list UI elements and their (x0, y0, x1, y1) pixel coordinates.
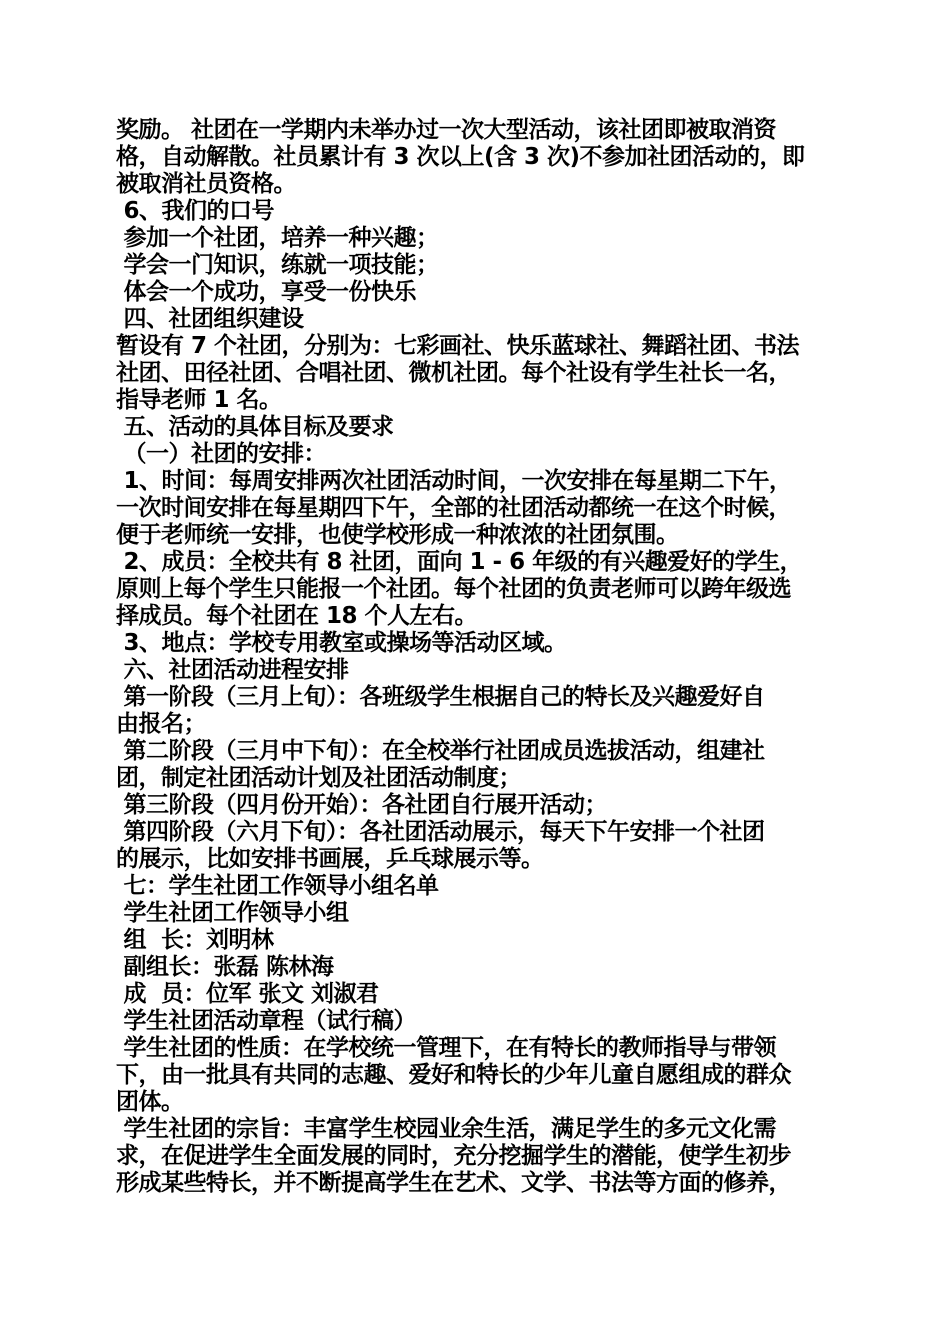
text-line: 下，由一批具有共同的志趣、爱好和特长的少年儿童自愿组成的群众 (116, 1062, 791, 1088)
text-line: 第一阶段（三月上旬）：各班级学生根据自己的特长及兴趣爱好自 (116, 684, 765, 710)
text-line: 的展示，比如安排书画展，乒乓球展示等。 (116, 846, 544, 872)
text-line: 团体。 (116, 1089, 184, 1115)
text-line: 便于老师统一安排，也使学校形成一种浓浓的社团氛围。 (116, 522, 679, 548)
text-line: 求，在促进学生全面发展的同时，充分挖掘学生的潜能，使学生初步 (116, 1143, 791, 1169)
text-line: 暂设有 7 个社团，分别为：七彩画社、快乐蓝球社、舞蹈社团、书法 (116, 333, 800, 359)
text-line: 组 长：刘明林 (116, 927, 274, 953)
document-page (116, 117, 838, 1197)
text-line: 成 员：位军 张文 刘淑君 (116, 981, 379, 1007)
text-line: 第二阶段（三月中下旬）：在全校举行社团成员选拔活动，组建社 (116, 738, 765, 764)
text-line: 学生社团的性质：在学校统一管理下，在有特长的教师指导与带领 (116, 1035, 777, 1061)
text-line: 指导老师 1 名。 (116, 387, 282, 413)
text-line: 1、时间：每周安排两次社团活动时间，一次安排在每星期二下午， (116, 468, 792, 494)
section-heading: 四、社团组织建设 (116, 306, 304, 332)
text-line: 原则上每个学生只能报一个社团。每个社团的负责老师可以跨年级选 (116, 576, 791, 602)
text-line: 学生社团的宗旨：丰富学生校园业余生活，满足学生的多元文化需 (116, 1116, 777, 1142)
text-line: 被取消社员资格。 (116, 171, 296, 197)
text-line: 团，制定社团活动计划及社团活动制度； (116, 765, 521, 791)
section-heading: 学生社团活动章程（试行稿） (116, 1008, 417, 1034)
text-line: 2、成员：全校共有 8 社团，面向 1 - 6 年级的有兴趣爱好的学生， (116, 549, 803, 575)
text-line: 社团、田径社团、合唱社团、微机社团。每个社设有学生社长一名， (116, 360, 791, 386)
text-line: 择成员。每个社团在 18 个人左右。 (116, 603, 478, 629)
section-heading: 五、活动的具体目标及要求 (116, 414, 394, 440)
text-line: 参加一个社团，培养一种兴趣； (116, 225, 439, 251)
text-line: 形成某些特长，并不断提高学生在艺术、文学、书法等方面的修养， (116, 1170, 791, 1196)
text-line: 格，自动解散。社员累计有 3 次以上(含 3 次)不参加社团活动的，即 (116, 144, 805, 170)
text-line: 一次时间安排在每星期四下午，全部的社团活动都统一在这个时候， (116, 495, 791, 521)
text-line: 学会一门知识，练就一项技能； (116, 252, 439, 278)
subsection-heading: （一）社团的安排： (116, 441, 327, 467)
section-heading: 6、我们的口号 (116, 198, 275, 224)
text-line: 学生社团工作领导小组 (116, 900, 349, 926)
section-heading: 七：学生社团工作领导小组名单 (116, 873, 439, 899)
section-heading: 六、社团活动进程安排 (116, 657, 349, 683)
text-line: 奖励。 社团在一学期内未举办过一次大型活动，该社团即被取消资 (116, 117, 777, 143)
text-line: 第三阶段（四月份开始）：各社团自行展开活动； (116, 792, 608, 818)
text-line: 体会一个成功，享受一份快乐 (116, 279, 417, 305)
text-line: 3、地点：学校专用教室或操场等活动区域。 (116, 630, 567, 656)
text-line: 由报名； (116, 711, 206, 737)
text-line: 第四阶段（六月下旬）：各社团活动展示，每天下午安排一个社团 (116, 819, 765, 845)
text-line: 副组长：张磊 陈林海 (116, 954, 334, 980)
